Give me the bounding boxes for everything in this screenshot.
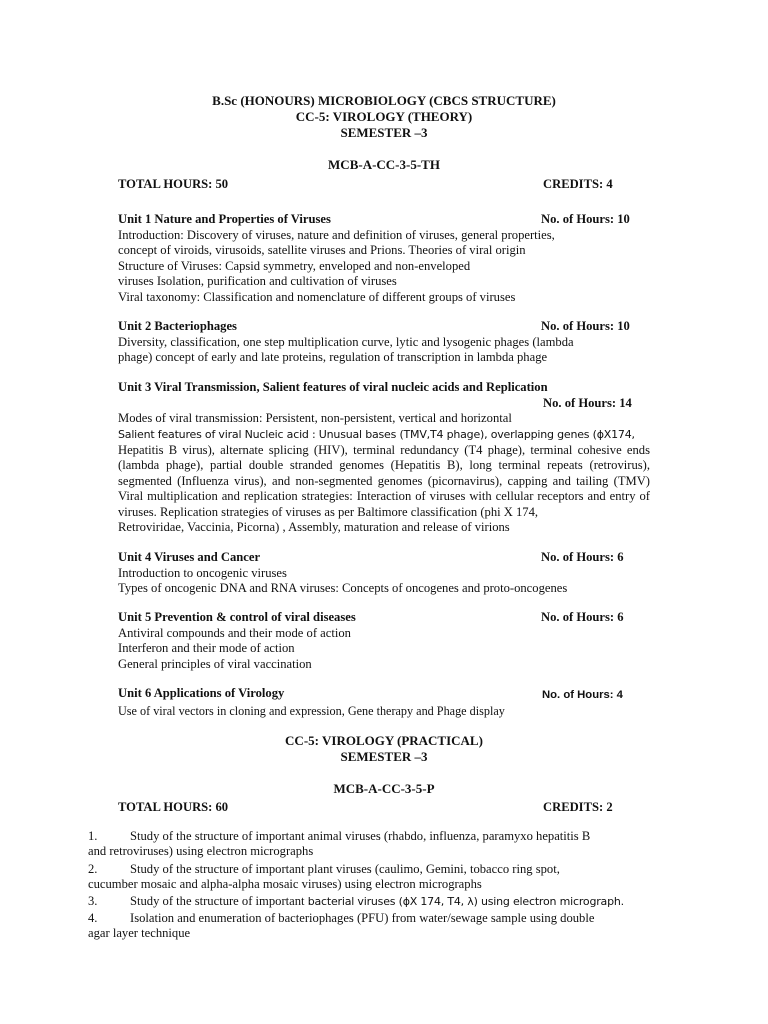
total-hours: TOTAL HOURS: 50 — [118, 177, 229, 191]
unit-5-title: Unit 5 Prevention & control of viral diseases — [118, 610, 356, 624]
unit-6-content — [118, 704, 652, 719]
item-text-cont: cucumber mosaic and alpha-alpha mosaic viruses) using electron micrographs — [88, 877, 482, 892]
hours-value: : 14 — [611, 396, 632, 410]
item-number: 2. — [88, 862, 98, 876]
unit-4-hours: No. of Hours: 6 — [541, 550, 624, 564]
unit-3-paragraph: Hepatitis B virus), alternate splicing (HIV), terminal redundancy (T4 phage), terminal cohesive ends (lambda phage), partial double stranded genomes (Hepatitis B), long terminal repeats (retrovirus), segmented (Influenza virus), and non-segmented genomes (picornavirus), capping and tailing (TMV) Viral multiplication and replication strategies: Interaction of viruses with cellular receptors and entry of viruses. Replication strategies of viruses as per Baltimore classification (phi X 174, — [118, 443, 650, 519]
text-line: phage) concept of early and late proteins, regulation of transcription in lambda phage — [118, 350, 548, 365]
item-text: Study of the structure of important plant viruses (caulimo, Gemini, tobacco ring spot, — [130, 862, 560, 876]
unit-1-title: Unit 1 Nature and Properties of Viruses — [118, 212, 331, 226]
hours-label: No. of Hours — [541, 319, 610, 333]
item-text: Study of the structure of important — [130, 894, 308, 908]
text-line: Viral taxonomy: Classification and nomenclature of different groups of viruses — [118, 289, 516, 304]
text-line: Interferon and their mode of action — [118, 641, 295, 656]
course-code: MCB-A-CC-3-5-TH — [328, 157, 440, 172]
text-line: concept of viroids, virusoids, satellite viruses and Prions. Theories of viral origin — [118, 243, 526, 258]
text-line: Use of viral vectors in cloning and expression, Gene therapy and Phage display — [118, 704, 505, 718]
practical-title: CC-5: VIROLOGY (PRACTICAL) — [285, 733, 483, 748]
unit-5-content — [118, 626, 652, 672]
unit-3-title: Unit 3 Viral Transmission, Salient features of viral nucleic acids and Replication — [118, 380, 548, 394]
practical-code: MCB-A-CC-3-5-P — [333, 781, 435, 796]
course-title: CC-5: VIROLOGY (THEORY) — [295, 109, 473, 124]
unit-1-hours: No. of Hours: 10 — [541, 212, 630, 226]
item-text-cont: agar layer technique — [88, 926, 191, 941]
unit-5-hours: No. of Hours: 6 — [541, 610, 624, 624]
item-text: Isolation and enumeration of bacteriophages (PFU) from water/sewage sample using double — [130, 911, 595, 925]
text-line: viruses Isolation, purification and cultivation of viruses — [118, 274, 397, 289]
list-item — [88, 862, 560, 893]
unit-3-last-line: Retroviridae, Vaccinia, Picorna) , Assembly, maturation and release of virions — [118, 520, 510, 534]
unit-6-title: Unit 6 Applications of Virology — [118, 686, 285, 700]
item-text: Study of the structure of important animal viruses (rhabdo, influenza, paramyxo hepatitis B — [130, 829, 591, 843]
item-number: 4. — [88, 911, 98, 925]
unit-6-hours: No. of Hours: 4 — [542, 689, 623, 701]
unit-3-transmission-line: Modes of viral transmission: Persistent, non-persistent, vertical and horizontal — [118, 411, 512, 425]
unit-4-content — [118, 566, 652, 597]
unit-2-title: Unit 2 Bacteriophages — [118, 319, 237, 333]
practical-total-hours: TOTAL HOURS: 60 — [118, 800, 229, 814]
item-number: 1. — [88, 829, 98, 843]
list-item — [88, 894, 624, 909]
list-item — [88, 911, 594, 942]
item-text-mixed: bacterial viruses (ϕX 174, T4, λ) using electron micrograph. — [307, 895, 624, 908]
practical-credits: CREDITS: 2 — [543, 800, 613, 814]
practical-semester: SEMESTER –3 — [340, 749, 428, 764]
semester-label: SEMESTER –3 — [340, 125, 428, 140]
text-line: General principles of viral vaccination — [118, 656, 312, 671]
unit-1-content — [118, 228, 652, 305]
hours-label: No. of Hours — [543, 396, 612, 410]
unit-3-hours — [543, 396, 632, 411]
program-title: B.Sc (HONOURS) MICROBIOLOGY (CBCS STRUCTURE) — [212, 93, 556, 108]
unit-4-title: Unit 4 Viruses and Cancer — [118, 550, 261, 564]
text-line: Introduction to oncogenic viruses — [118, 566, 287, 580]
text-line: Antiviral compounds and their mode of action — [118, 626, 351, 640]
credits: CREDITS: 4 — [543, 177, 613, 191]
hours-value: : 10 — [609, 319, 630, 333]
item-text-cont: and retroviruses) using electron micrographs — [88, 844, 314, 859]
list-item — [88, 829, 590, 860]
unit-2-content — [118, 335, 652, 366]
text-line: Structure of Viruses: Capsid symmetry, enveloped and non-enveloped — [118, 258, 471, 273]
item-number: 3. — [88, 894, 98, 908]
text-line: Introduction: Discovery of viruses, nature and definition of viruses, general properties, — [118, 228, 555, 242]
text-line: Diversity, classification, one step multiplication curve, lytic and lysogenic phages (lambda — [118, 335, 574, 349]
unit-2-hours — [541, 319, 630, 334]
unit-3-salient-line: Salient features of viral Nucleic acid : Unusual bases (TMV,T4 phage), overlapping genes (ϕX174, — [118, 428, 635, 441]
text-line: Types of oncogenic DNA and RNA viruses: Concepts of oncogenes and proto-oncogenes — [118, 581, 568, 596]
